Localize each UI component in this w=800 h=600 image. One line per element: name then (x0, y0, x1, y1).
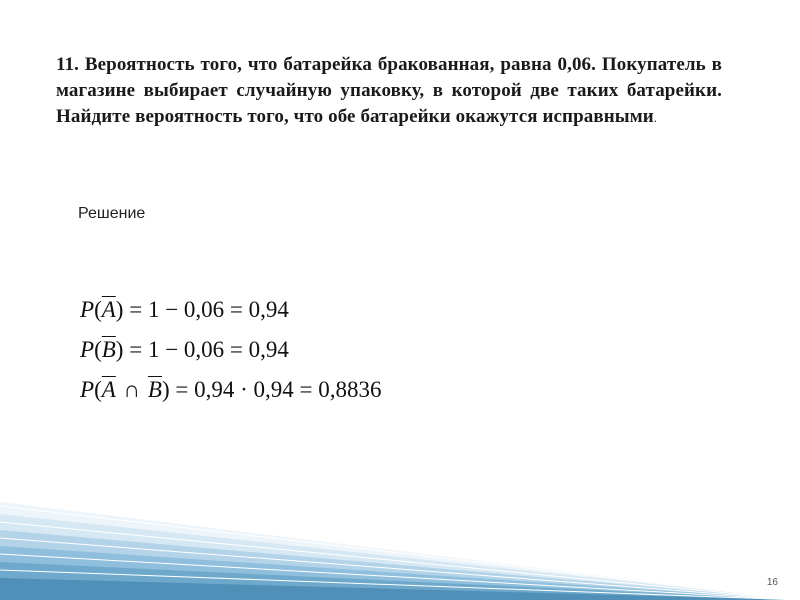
formula-event-a-complement: $\overline{A}$ (101, 297, 116, 322)
formula-rhs: = 0,94 · 0,94 = 0,8836 (175, 377, 382, 402)
formula-intersection-symbol: ∩ (123, 377, 141, 402)
formula-event-a-complement: $\overline{A}$ (101, 377, 116, 402)
formula-probability-not-a: $P(\overline{A}) = 1 - 0,06 = 0,94$ (80, 297, 289, 322)
formula-p-symbol: P (80, 377, 95, 402)
formula-rhs: = 1 − 0,06 = 0,94 (129, 297, 289, 322)
formula-event-b-complement: $\overline{B}$ (147, 377, 162, 402)
slide-number: 16 (766, 577, 778, 588)
formula-event-b-complement: $\overline{B}$ (101, 337, 116, 362)
formula-rhs: = 1 − 0,06 = 0,94 (129, 337, 289, 362)
problem-text: 11. Вероятность того, что батарейка бракованная, равна 0,06. Покупатель в магазине выбирает случайную упаковку, в которой две таких батарейки. Найдите вероятность того, что обе батарейки окажутся исправными (56, 54, 722, 127)
decorative-swoosh (0, 490, 800, 600)
problem-period: . (653, 110, 658, 125)
formula-probability-both-good: $P(\overline{A}$ ∩ $\overline{B}) = 0,94 \cdot 0,94 = 0,8836$ (80, 377, 382, 402)
formula-p-symbol: P (80, 337, 95, 362)
problem-statement (56, 52, 722, 131)
solution-heading: Решение (78, 205, 146, 222)
formula-p-symbol: P (80, 297, 95, 322)
formula-probability-not-b: $P(\overline{B}) = 1 - 0,06 = 0,94$ (80, 337, 289, 362)
